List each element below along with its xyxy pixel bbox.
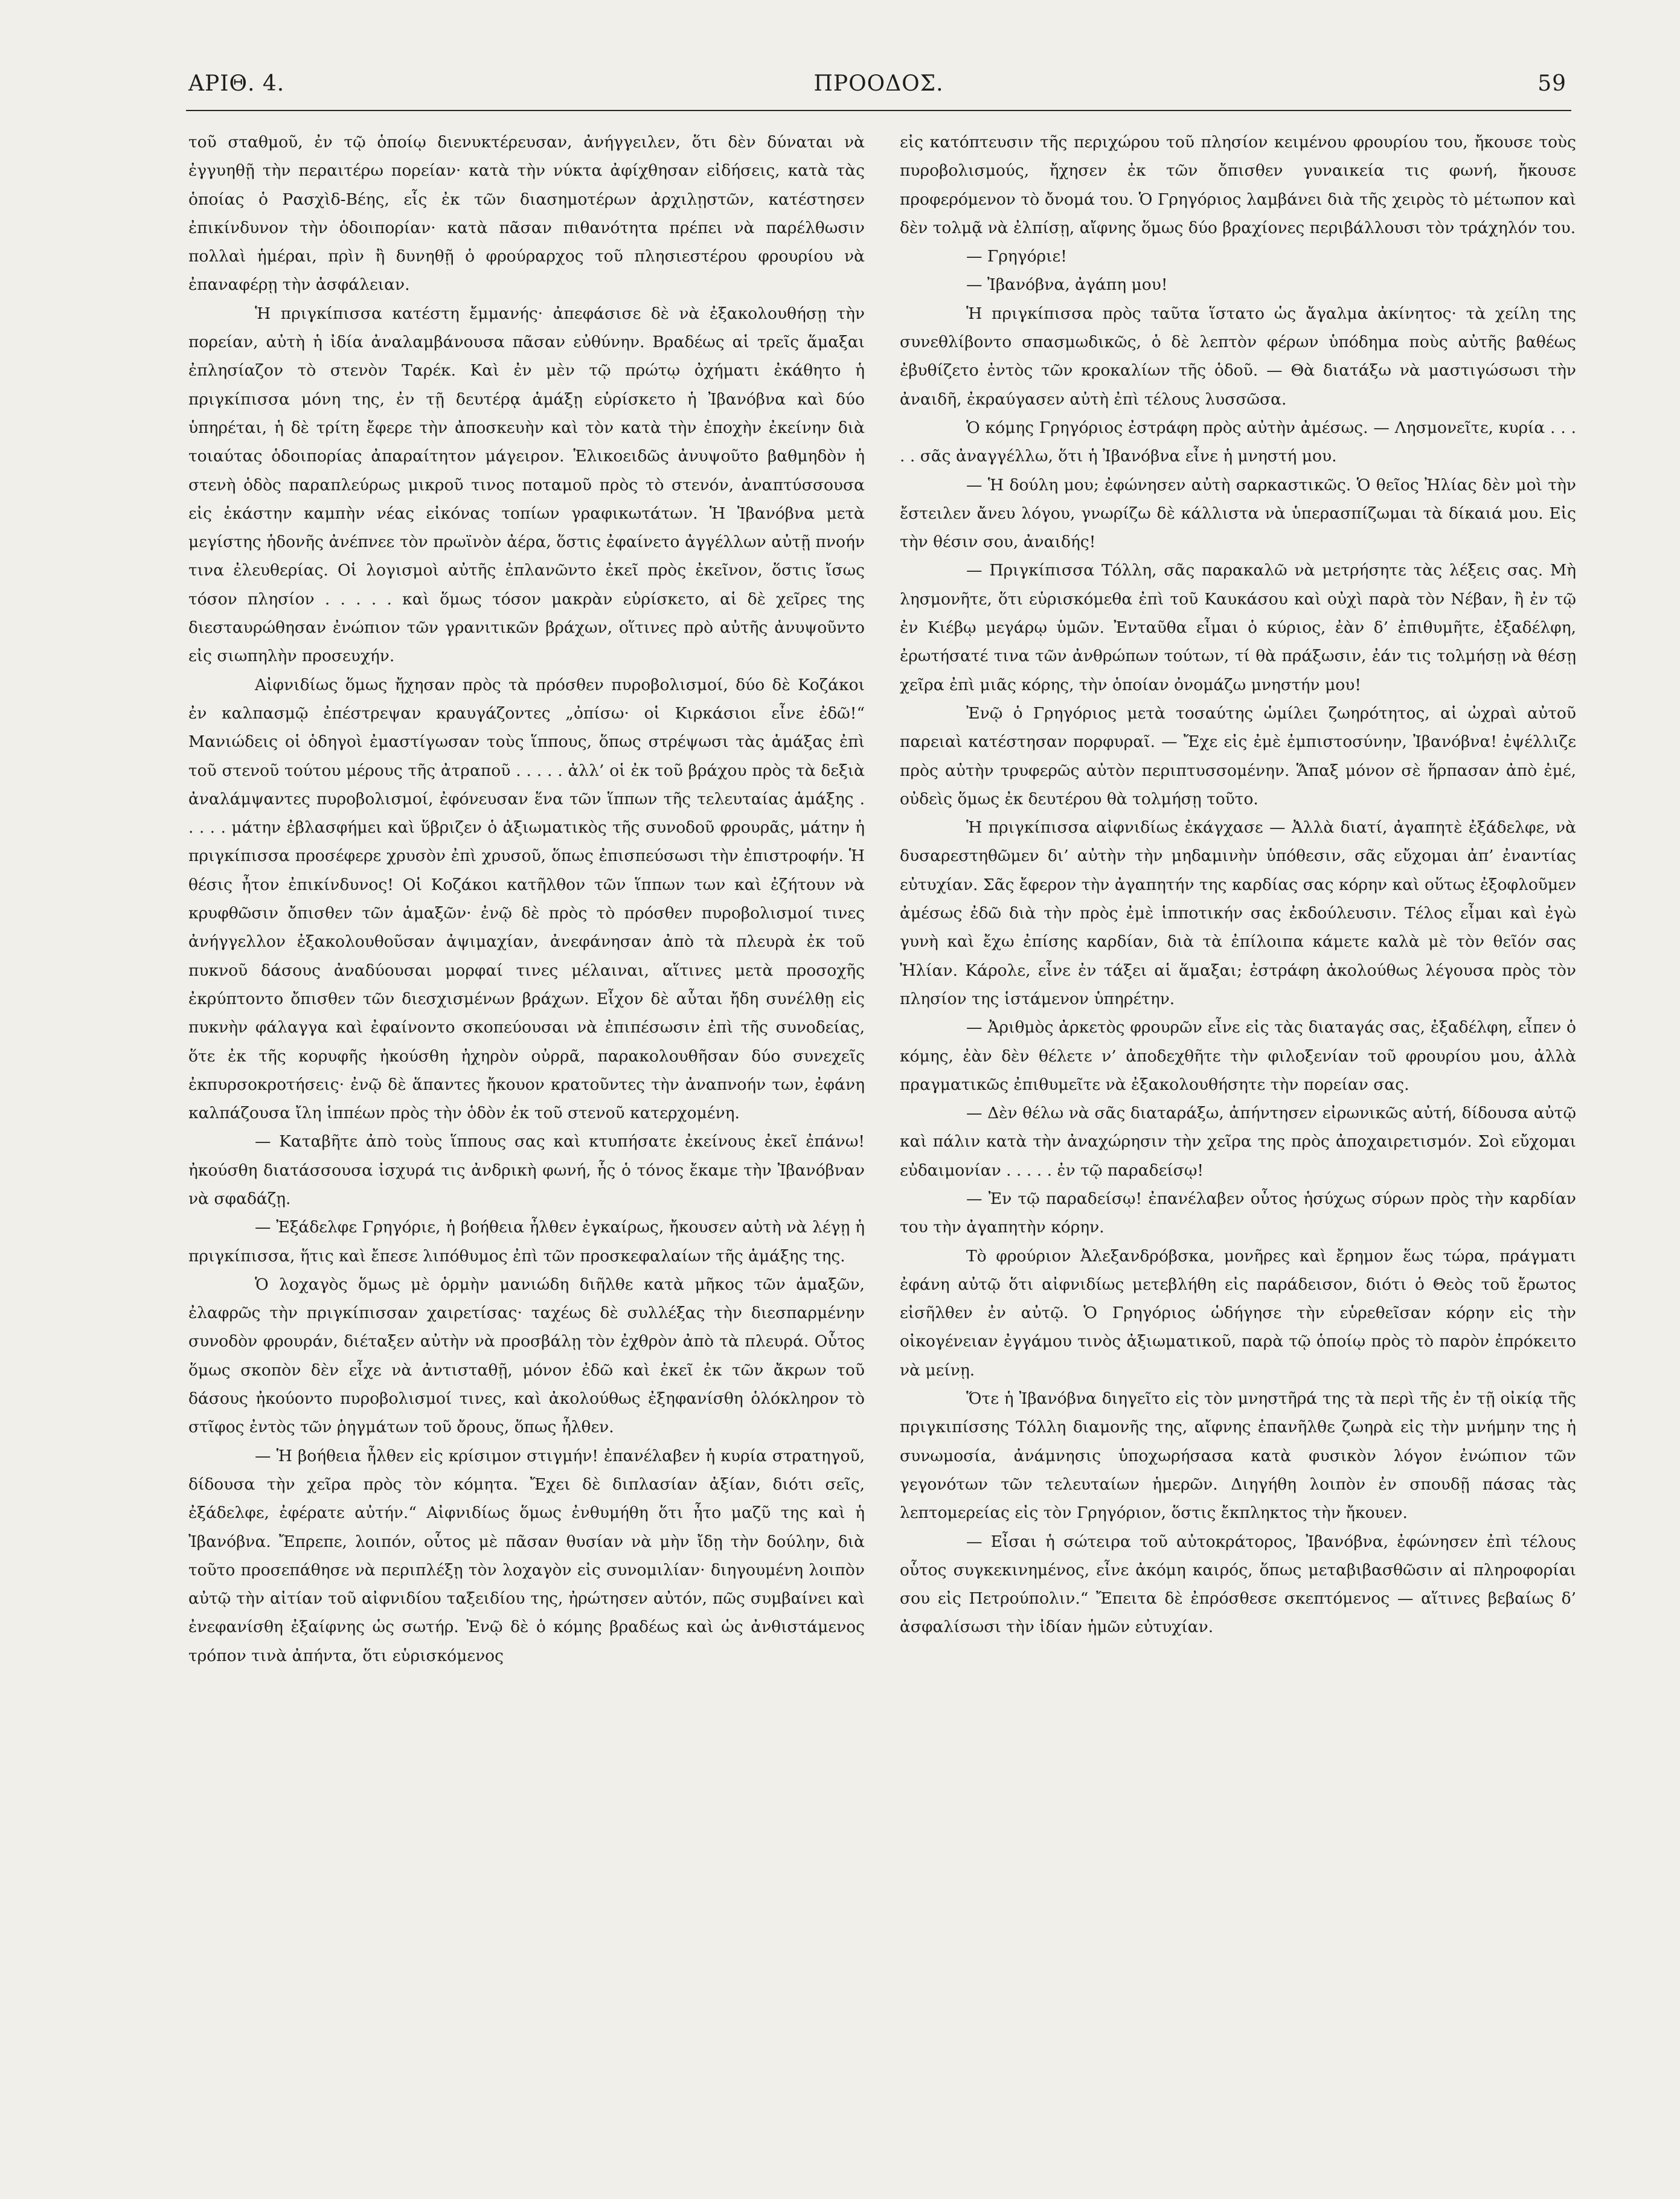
paragraph: Ὁ κόμης Γρηγόριος ἐστράφη πρὸς αὐτὴν ἀμέσως. — Λησμονεῖτε, κυρία . . . . . σᾶς ἀναγγέλλω, ὅτι ἡ Ἰβανόβνα εἶνε ἡ μνηστή μου. — [900, 418, 1576, 466]
left-column — [188, 128, 865, 1670]
paragraph: Ἡ πριγκίπισσα πρὸς ταῦτα ἵστατο ὡς ἄγαλμα ἀκίνητος· τὰ χείλη της συνεθλίβοντο σπασμωδικῶς, ὁ δὲ λεπτὸν φέρων ὑπόδημα ποὺς αὐτῆς βαθέως ἐβυθίζετο ἐντὸς τῶν κροκαλίων τῆς ὁδοῦ. — Θὰ διατάξω νὰ μαστιγώσωσι τὴν ἀναιδῆ, ἐκραύγασεν αὐτὴ ἐπὶ τέλους λυσσῶσα. — [900, 304, 1576, 409]
dialogue-paragraph: — Ἐν τῷ παραδείσῳ! ἐπανέλαβεν οὗτος ἡσύχως σύρων πρὸς τὴν καρδίαν του τὴν ἀγαπητὴν κόρην. — [900, 1189, 1576, 1237]
page-number: 59 — [1537, 71, 1566, 96]
issue-number: ΑΡΙΘ. 4. — [188, 71, 285, 96]
dialogue-paragraph: — Πριγκίπισσα Τόλλη, σᾶς παρακαλῶ νὰ μετρήσητε τὰς λέξεις σας. Μὴ λησμονῆτε, ὅτι εὑρισκόμεθα ἐπὶ τοῦ Καυκάσου καὶ οὐχὶ παρὰ τὸν Νέβαν, ἢ ἐν τῷ ἐν Κιέβῳ μεγάρῳ ὑμῶν. Ἐνταῦθα εἶμαι ὁ κύριος, ἐὰν δ’ ἐπιθυμῆτε, ἐξαδέλφη, ἐρωτήσατέ τινα τῶν ἀνθρώπων τούτων, τί θὰ πράξωσιν, ἐάν τις τολμήσῃ νὰ θέσῃ χεῖρα ἐπὶ μιᾶς κόρης, τὴν ὁποίαν ὀνομάζω μνηστήν μου! — [900, 561, 1576, 694]
paragraph: τοῦ σταθμοῦ, ἐν τῷ ὁποίῳ διενυκτέρευσαν, ἀνήγγειλεν, ὅτι δὲν δύναται νὰ ἐγγυηθῇ τὴν περαιτέρω πορείαν· κατὰ τὴν νύκτα ἀφίχθησαν εἰδήσεις, κατὰ τὰς ὁποίας ὁ Ρασχὶδ-Βέης, εἷς ἐκ τῶν διασημοτέρων ἀρχιλῃστῶν, κατέστησεν ἐπικίνδυνον τὴν ὁδοιπορίαν· κατὰ πᾶσαν πιθανότητα πρέπει νὰ παρέλθωσιν πολλαὶ ἡμέραι, πρὶν ἢ δυνηθῇ ὁ φρούραρχος τοῦ πλησιεστέρου φρουρίου νὰ ἐπαναφέρῃ τὴν ἀσφάλειαν. — [188, 133, 865, 295]
dialogue-paragraph: — Εἶσαι ἡ σώτειρα τοῦ αὐτοκράτορος, Ἰβανόβνα, ἐφώνησεν ἐπὶ τέλους οὗτος συγκεκινημένος, εἶνε ἀκόμη καιρός, ὅπως μεταβιβασθῶσιν αἱ πληροφορίαι σου εἰς Πετρούπολιν.“ Ἔπειτα δὲ ἐπρόσθεσε σκεπτόμενος — αἵτινες βεβαίως δ’ ἀσφαλίσωσι τὴν ἰδίαν ἡμῶν εὐτυχίαν. — [900, 1532, 1576, 1637]
dialogue-paragraph: — Δὲν θέλω νὰ σᾶς διαταράξω, ἀπήντησεν εἰρωνικῶς αὐτή, δίδουσα αὐτῷ καὶ πάλιν κατὰ τὴν ἀναχώρησιν τὴν χεῖρα της πρὸς ἀποχαιρετισμόν. Σοὶ εὔχομαι εὐδαιμονίαν . . . . . ἐν τῷ παραδείσῳ! — [900, 1104, 1576, 1180]
dialogue-paragraph: — Ἀριθμὸς ἀρκετὸς φρουρῶν εἶνε εἰς τὰς διαταγάς σας, ἐξαδέλφη, εἶπεν ὁ κόμης, ἐὰν δὲν θέλετε ν’ ἀποδεχθῆτε τὴν φιλοξενίαν τοῦ φρουρίου μου, ἀλλὰ πραγματικῶς ἐπιθυμεῖτε νὰ ἐξακολουθήσητε τὴν πορείαν σας. — [900, 1018, 1576, 1094]
masthead-title: ΠΡΟΟΔΟΣ. — [813, 71, 944, 96]
paragraph: Ὁ λοχαγὸς ὅμως μὲ ὁρμὴν μανιώδη διῆλθε κατὰ μῆκος τῶν ἁμαξῶν, ἐλαφρῶς τὴν πριγκίπισσαν χαιρετίσας· ταχέως δὲ συλλέξας τὴν διεσπαρμένην συνοδὸν φρουράν, διέταξεν αὐτὴν νὰ προσβάλῃ τὸν ἐχθρὸν ἀπὸ τὰ πλευρά. Οὗτος ὅμως σκοπὸν δὲν εἶχε νὰ ἀντισταθῇ, μόνον ἐδῶ καὶ ἐκεῖ ἐκ τῶν ἄκρων τοῦ δάσους ἠκούοντο πυροβολισμοί τινες, καὶ ἀκολούθως ἐξηφανίσθη ὁλόκληρον τὸ στῖφος ἐντὸς τῶν ῥηγμάτων τοῦ ὄρους, ὅπως ἦλθεν. — [188, 1275, 865, 1437]
dialogue-paragraph: — Ἡ βοήθεια ἦλθεν εἰς κρίσιμον στιγμήν! ἐπανέλαβεν ἡ κυρία στρατηγοῦ, δίδουσα τὴν χεῖρα πρὸς τὸν κόμητα. Ἔχει δὲ διπλασίαν ἀξίαν, διότι σεῖς, ἐξάδελφε, ἐφέρατε αὐτήν.“ Αἰφνιδίως ὅμως ἐνθυμήθη ὅτι ἦτο μαζῦ της καὶ ἡ Ἰβανόβνα. Ἔπρεπε, λοιπόν, οὗτος μὲ πᾶσαν θυσίαν νὰ μὴν ἴδῃ τὴν δούλην, διὰ τοῦτο προσεπάθησε νὰ περιπλέξῃ τὸν λοχαγὸν εἰς συνομιλίαν· διηγουμένη λοιπὸν αὐτῷ τὴν αἰτίαν τοῦ αἰφνιδίου ταξειδίου της, ἠρώτησεν αὐτόν, πῶς συμβαίνει καὶ ἐνεφανίσθη ἐξαίφνης ὡς σωτήρ. Ἐνῷ δὲ ὁ κόμης βραδέως καὶ ὡς ἀνθιστάμενος τρόπον τινὰ ἀπήντα, ὅτι εὑρισκόμενος — [188, 1446, 865, 1665]
dialogue-paragraph: — Καταβῆτε ἀπὸ τοὺς ἵππους σας καὶ κτυπήσατε ἐκείνους ἐκεῖ ἐπάνω! ἠκούσθη διατάσσουσα ἰσχυρά τις ἀνδρικὴ φωνή, ἧς ὁ τόνος ἔκαμε τὴν Ἰβανόβναν νὰ σφαδάζῃ. — [188, 1132, 865, 1208]
paragraph: Ἐνῷ ὁ Γρηγόριος μετὰ τοσαύτης ὡμίλει ζωηρότητος, αἱ ὠχραὶ αὐτοῦ παρειαὶ κατέστησαν πορφυραῖ. — Ἔχε εἰς ἐμὲ ἐμπιστοσύνην, Ἰβανόβνα! ἐψέλλιζε πρὸς αὐτὴν τρυφερῶς αὐτὸν περιπτυσσομένην. Ἅπαξ μόνον σὲ ἥρπασαν ἀπὸ ἐμέ, οὐδεὶς ὅμως ἐκ δευτέρου θὰ τολμήσῃ τοῦτο. — [900, 703, 1576, 808]
dialogue-paragraph: — Ἡ δούλη μου; ἐφώνησεν αὐτὴ σαρκαστικῶς. Ὁ θεῖος Ἠλίας δὲν μοὶ τὴν ἔστειλεν ἄνευ λόγου, γνωρίζω δὲ κάλλιστα νὰ ὑπερασπίζωμαι τὰ δίκαιά μου. Εἰς τὴν θέσιν σου, ἀναιδής! — [900, 475, 1576, 552]
paragraph: Αἰφνιδίως ὅμως ἤχησαν πρὸς τὰ πρόσθεν πυροβολισμοί, δύο δὲ Κοζάκοι ἐν καλπασμῷ ἐπέστρεψαν κραυγάζοντες „ὀπίσω· οἱ Κιρκάσιοι εἶνε ἐδῶ!“ Μανιώδεις οἱ ὁδηγοὶ ἐμαστίγωσαν τοὺς ἵππους, ὅπως στρέψωσι τὰς ἁμάξας ἐπὶ τοῦ στενοῦ τούτου μέρους τῆς ἀτραποῦ . . . . . ἀλλ’ οἱ ἐκ τοῦ βράχου πρὸς τὰ δεξιὰ ἀναλάμψαντες πυροβολισμοί, ἐφόνευσαν ἕνα τῶν ἵππων τῆς τελευταίας ἁμάξης . . . . . μάτην ἐβλασφήμει καὶ ὕβριζεν ὁ ἀξιωματικὸς τῆς συνοδοῦ φρουρᾶς, μάτην ἡ πριγκίπισσα προσέφερε χρυσὸν ἐπὶ χρυσοῦ, ὅπως ἐπισπεύσωσι τὴν ἐπιστροφήν. Ἡ θέσις ἦτον ἐπικίνδυνος! Οἱ Κοζάκοι κατῆλθον τῶν ἵππων των καὶ ἐζήτουν νὰ κρυφθῶσιν ὄπισθεν τῶν ἁμαξῶν· ἐνῷ δὲ πρὸς τὸ πρόσθεν πυροβολισμοί τινες ἀνήγγελλον ἐξακολουθοῦσαν ἀψιμαχίαν, ἀνεφάνησαν ἀπὸ τὰ πλευρὰ ἐκ τοῦ πυκνοῦ δάσους ἀναδύουσαι μορφαί τινες μέλαιναι, αἵτινες μετὰ προσοχῆς ἐκρύπτοντο ὄπισθεν τῶν διεσχισμένων βράχων. Εἶχον δὲ αὗται ἤδη συνέλθῃ εἰς πυκνὴν φάλαγγα καὶ ἐφαίνοντο σκοπεύουσαι νὰ ἐπιπέσωσιν ἐπὶ τῆς συνοδείας, ὅτε ἐκ τῆς κορυφῆς ἠκούσθη ἠχηρὸν οὐρρᾶ, παρακολουθῆσαν δύο συνεχεῖς ἐκπυρσοκροτήσεις· ἐνῷ δὲ ἅπαντες ἤκουον κρατοῦντες τὴν ἀναπνοήν των, ἐφάνη καλπάζουσα ἴλη ἱππέων πρὸς τὴν ὁδὸν ἐκ τοῦ στενοῦ κατερχομένη. — [188, 675, 865, 1123]
paragraph: Τὸ φρούριον Ἀλεξανδρόβσκα, μονῆρες καὶ ἔρημον ἕως τώρα, πράγματι ἐφάνη αὐτῷ ὅτι αἰφνιδίως μετεβλήθη εἰς παράδεισον, διότι ὁ Θεὸς τοῦ ἔρωτος εἰσῆλθεν ἐν αὐτῷ. Ὁ Γρηγόριος ὡδήγησε τὴν εὑρεθεῖσαν κόρην εἰς τὴν οἰκογένειαν ἐγγάμου τινὸς ἀξιωματικοῦ, παρὰ τῷ ὁποίῳ πρὸς τὸ παρὸν ἐπρόκειτο νὰ μείνῃ. — [900, 1246, 1576, 1380]
page-header — [186, 68, 1571, 111]
right-column — [900, 128, 1576, 1642]
paragraph: Ἡ πριγκίπισσα κατέστη ἔμμανής· ἀπεφάσισε δὲ νὰ ἐξακολουθήσῃ τὴν πορείαν, αὐτὴ ἡ ἰδία ἀναλαμβάνουσα πᾶσαν εὐθύνην. Βραδέως αἱ τρεῖς ἅμαξαι ἐπλησίαζον τὸ στενὸν Ταρέκ. Καὶ ἐν μὲν τῷ πρώτῳ ὀχήματι ἐκάθητο ἡ πριγκίπισσα μόνη της, ἐν τῇ δευτέρᾳ ἁμάξῃ εὑρίσκετο ἡ Ἰβανόβνα καὶ δύο ὑπηρέται, ἡ δὲ τρίτη ἔφερε τὴν ἀποσκευὴν καὶ τὸν κατὰ τὴν ἐποχὴν ἐκείνην διὰ τοιαύτας ὁδοιπορίας ἀπαραίτητον μάγειρον. Ἑλικοειδῶς ἀνυψοῦτο βαθμηδὸν ἡ στενὴ ὁδὸς παραπλεύρως μικροῦ τινος ποταμοῦ πρὸς τὸ στενόν, ἀναπτύσσουσα εἰς ἑκάστην καμπὴν νέας εἰκόνας τοπίων γραφικωτάτων. Ἡ Ἰβανόβνα μετὰ μεγίστης ἡδονῆς ἀνέπνεε τὸν πρωϊνὸν ἀέρα, ὅστις ἐφαίνετο ἀγγέλλων αὐτῇ πνοήν τινα ἐλευθερίας. Οἱ λογισμοὶ αὐτῆς ἐπλανῶντο ἐκεῖ πρὸς ἐκεῖνον, ὅστις ἴσως τόσον πλησίον . . . . . καὶ ὅμως τόσον μακρὰν εὑρίσκετο, αἱ δὲ χεῖρες της διεσταυρώθησαν ἐνώπιον τῶν γρανιτικῶν βράχων, οἵτινες πρὸ αὐτῆς ἀνυψοῦντο εἰς σιωπηλὴν προσευχήν. — [188, 304, 865, 666]
paragraph: Ὅτε ἡ Ἰβανόβνα διηγεῖτο εἰς τὸν μνηστῆρά της τὰ περὶ τῆς ἐν τῇ οἰκίᾳ τῆς πριγκιπίσσης Τόλλη διαμονῆς της, αἴφνης ἐπανῆλθε ζωηρὰ εἰς τὴν μνήμην της ἡ συνωμοσία, ἀνάμνησις ὑποχωρήσασα κατὰ φυσικὸν λόγον ἐνώπιον τῶν γεγονότων τῶν τελευταίων ἡμερῶν. Διηγήθη λοιπὸν ἐν σπουδῇ πάσας τὰς λεπτομερείας εἰς τὸν Γρηγόριον, ὅστις ἔκπληκτος τὴν ἤκουεν. — [900, 1389, 1576, 1523]
dialogue-paragraph: — Ἰβανόβνα, ἀγάπη μου! — [966, 275, 1168, 295]
paragraph: Ἡ πριγκίπισσα αἰφνιδίως ἐκάγχασε — Ἀλλὰ διατί, ἀγαπητὲ ἐξάδελφε, νὰ δυσαρεστηθῶμεν δι’ αὐτὴν τὴν μηδαμινὴν ὑπόθεσιν, σᾶς εὔχομαι ἀπ’ ἐναντίας εὐτυχίαν. Σᾶς ἔφερον τὴν ἀγαπητήν της καρδίας σας κόρην καὶ οὕτως ἐξοφλοῦμεν ἀμέσως ἐδῶ διὰ τὴν πρὸς ἐμὲ ἱπποτικήν σας ἐκδούλευσιν. Τέλος εἶμαι καὶ ἐγὼ γυνὴ καὶ ἔχω ἐπίσης καρδίαν, διὰ τὰ ἐπίλοιπα κάμετε καλὰ μὲ τὸν θεῖόν σας Ἠλίαν. Κάρολε, εἶνε ἐν τάξει αἱ ἅμαξαι; ἐστράφη ἀκολούθως λέγουσα πρὸς τὸν πλησίον της ἱστάμενον ὑπηρέτην. — [900, 818, 1576, 1008]
paragraph: εἰς κατόπτευσιν τῆς περιχώρου τοῦ πλησίον κειμένου φρουρίου του, ἤκουσε τοὺς πυροβολισμούς, ἤχησεν ἐκ τῶν ὄπισθεν γυναικεία τις φωνή, ἤκουσε προφερόμενον τὸ ὄνομά του. Ὁ Γρηγόριος λαμβάνει διὰ τῆς χειρὸς τὸ μέτωπον καὶ δὲν τολμᾷ νὰ ἐλπίσῃ, αἴφνης ὅμως δύο βραχίονες περιβάλλουσι τὸν τράχηλόν του. — [900, 133, 1576, 237]
dialogue-paragraph: — Γρηγόριε! — [966, 247, 1067, 266]
dialogue-paragraph: — Ἐξάδελφε Γρηγόριε, ἡ βοήθεια ἦλθεν ἐγκαίρως, ἤκουσεν αὐτὴ νὰ λέγῃ ἡ πριγκίπισσα, ἥτις καὶ ἔπεσε λιπόθυμος ἐπὶ τῶν προσκεφαλαίων τῆς ἁμάξης της. — [188, 1218, 865, 1266]
